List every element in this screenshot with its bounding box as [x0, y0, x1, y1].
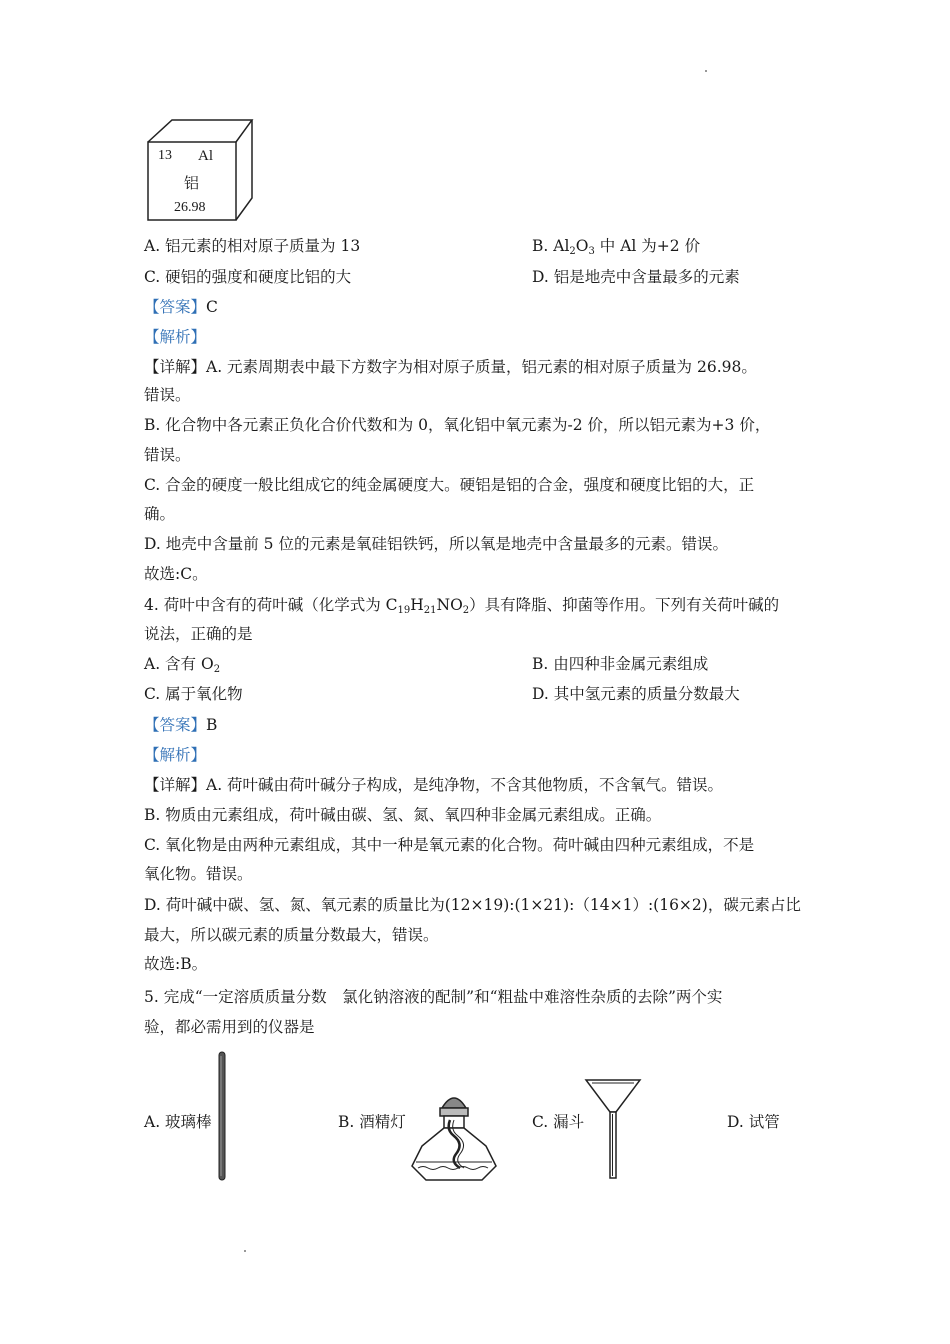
q4-stem-cont: 说法，正确的是 [144, 625, 253, 643]
aluminum-element-card [140, 116, 258, 226]
q4-answer: 【答案】B [144, 716, 218, 734]
q4-detail-line: B. 物质由元素组成，荷叶碱由碳、氢、氮、氧四种非金属元素组成。正确。 [144, 806, 662, 824]
q5-option-a: A. 玻璃棒 [144, 1113, 212, 1131]
q5-option-d: D. 试管 [727, 1113, 780, 1131]
funnel-icon [584, 1076, 642, 1186]
q4-stem: 4. 荷叶中含有的荷叶碱（化学式为 $C_{19}H_{21}NO_2$）具有降脂、抑菌等作用。下列有关荷叶碱的 [144, 596, 780, 616]
atomic-number: 13 [158, 148, 172, 163]
q3-option-b: B. $Al_2O_3$ 中 Al 为+2 价 [532, 237, 701, 257]
atomic-mass: 26.98 [174, 200, 206, 215]
q3-detail-line: D. 地壳中含量前 5 位的元素是氧硅铝铁钙，所以氧是地壳中含量最多的元素。错误。 [144, 535, 728, 553]
q4-analysis-tag: 【解析】 [144, 746, 207, 764]
q5-stem-cont: 验，都必需用到的仪器是 [144, 1018, 315, 1036]
q5-stem: 5. 完成“一定溶质质量分数 氯化钠溶液的配制”和“粗盐中难溶性杂质的去除”两个实 [144, 988, 723, 1006]
q4-conclusion: 故选:B。 [144, 955, 208, 973]
q3-detail-line: 确。 [144, 505, 176, 523]
q5-option-b: B. 酒精灯 [338, 1113, 406, 1131]
q4-option-c: C. 属于氧化物 [144, 685, 243, 703]
q3-option-a: A. 铝元素的相对原子质量为 13 [144, 237, 361, 255]
q4-option-a: A. 含有 $O_2$ [144, 655, 221, 675]
q3-option-d: D. 铝是地壳中含量最多的元素 [532, 268, 740, 286]
alcohol-lamp-icon [408, 1090, 500, 1190]
header-mark [705, 70, 707, 72]
q4-detail-line: D. 荷叶碱中碳、氢、氮、氧元素的质量比为(12×19):(1×21):（14×1）:(16×2)，碳元素占比 [144, 896, 801, 914]
q3-detail-line: C. 合金的硬度一般比组成它的纯金属硬度大。硬铝是铝的合金，强度和硬度比铝的大，正 [144, 476, 755, 494]
element-symbol: Al [198, 148, 213, 164]
element-name: 铝 [184, 174, 200, 192]
q4-detail-line: 最大，所以碳元素的质量分数最大，错误。 [144, 926, 439, 944]
q3-detail-line: 错误。 [144, 446, 191, 464]
footer-mark [244, 1250, 246, 1252]
q3-detail-line: B. 化合物中各元素正负化合价代数和为 0，氧化铝中氧元素为-2 价，所以铝元素为+3 价， [144, 416, 771, 434]
q4-option-d: D. 其中氢元素的质量分数最大 [532, 685, 740, 703]
q3-detail-line: 【详解】A. 元素周期表中最下方数字为相对原子质量，铝元素的相对原子质量为 26.98。 [144, 358, 757, 376]
q4-detail-line: 【详解】A. 荷叶碱由荷叶碱分子构成，是纯净物，不含其他物质，不含氧气。错误。 [144, 776, 724, 794]
q3-answer: 【答案】C [144, 298, 218, 316]
q4-detail-line: 氧化物。错误。 [144, 865, 253, 883]
q3-detail-line: 错误。 [144, 386, 191, 404]
q3-analysis-tag: 【解析】 [144, 328, 207, 346]
q4-detail-line: C. 氧化物是由两种元素组成，其中一种是氧元素的化合物。荷叶碱由四种元素组成，不是 [144, 836, 755, 854]
glass-rod-icon [214, 1050, 230, 1186]
q5-option-c: C. 漏斗 [532, 1113, 585, 1131]
q3-option-c: C. 硬铝的强度和硬度比铝的大 [144, 268, 352, 286]
q3-conclusion: 故选:C。 [144, 565, 208, 583]
q4-option-b: B. 由四种非金属元素组成 [532, 655, 709, 673]
